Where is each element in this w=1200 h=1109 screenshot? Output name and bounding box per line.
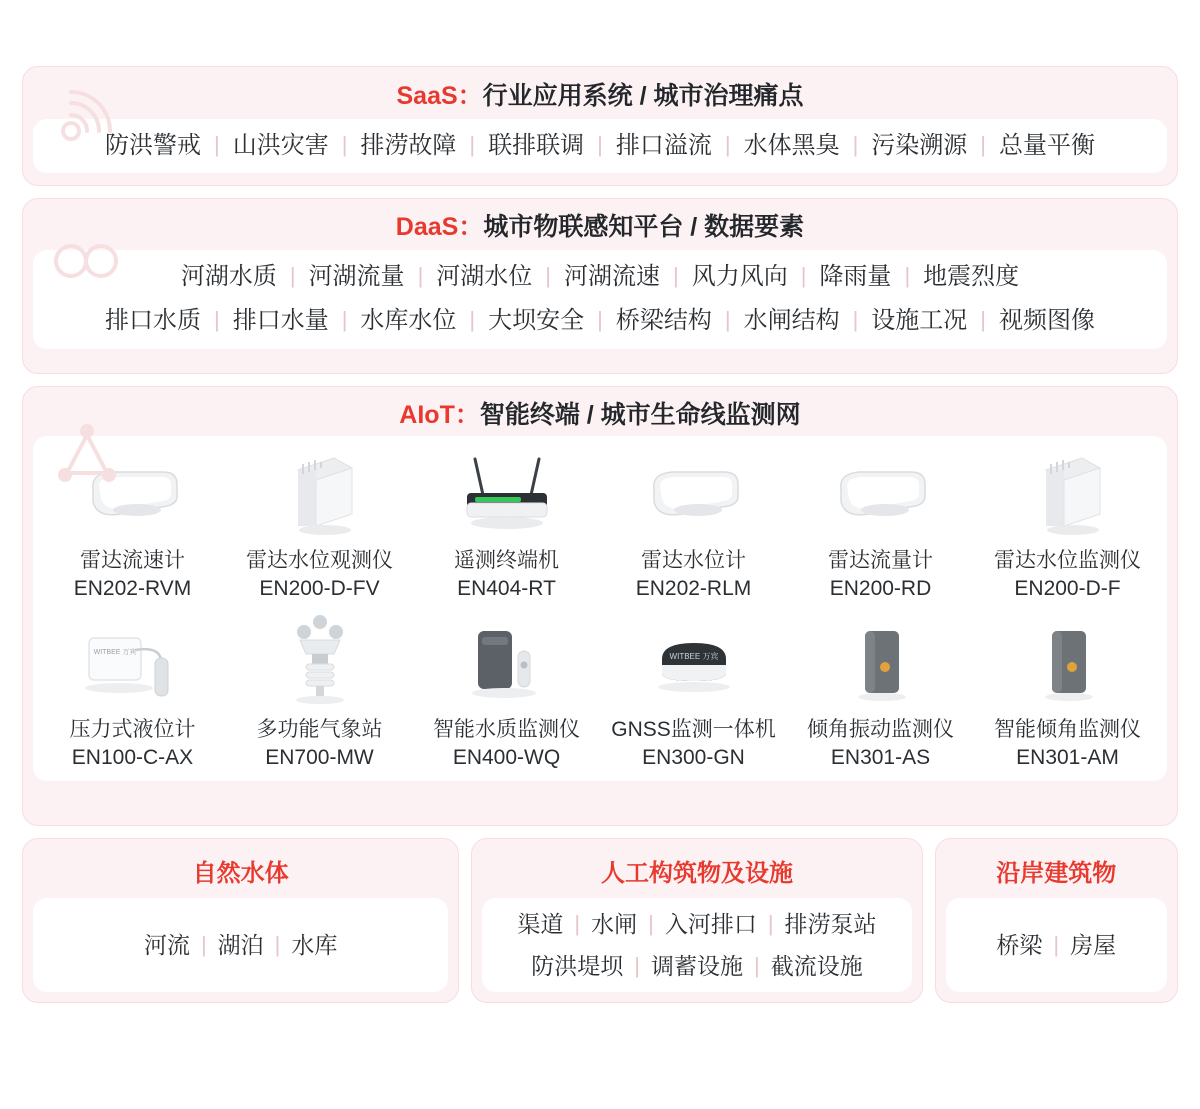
separator: | (800, 263, 807, 289)
daas-item[interactable]: 河湖流量 (308, 263, 405, 290)
device-model: EN202-RLM (635, 577, 752, 601)
natural-water-items (33, 898, 448, 992)
separator: | (852, 132, 859, 158)
artificial-item-row-1 (488, 908, 905, 940)
device-name: 雷达流量计 (828, 549, 933, 572)
artificial-item-row-2 (488, 950, 905, 982)
separator: | (980, 132, 987, 158)
aiot-title-main: 智能终端 / 城市生命线监测网 (479, 401, 801, 429)
daas-item[interactable]: 地震烈度 (923, 263, 1020, 290)
separator: | (469, 306, 476, 332)
separator: | (200, 931, 207, 957)
device-card[interactable] (39, 442, 226, 603)
artificial-structures-items (482, 898, 911, 992)
daas-item[interactable]: 风力风向 (691, 263, 788, 290)
coastal-buildings-title: 沿岸建筑物 (996, 860, 1117, 887)
device-name: 多功能气象站 (256, 717, 383, 741)
artificial-item[interactable]: 排涝泵站 (784, 911, 877, 937)
saas-item[interactable]: 污染溯源 (871, 132, 968, 159)
radar-velocity-sensor-icon (39, 442, 226, 546)
object-layer-row (22, 838, 1178, 1003)
separator: | (648, 910, 654, 936)
device-card[interactable] (413, 611, 600, 772)
separator: | (341, 306, 348, 332)
daas-item[interactable]: 降雨量 (819, 263, 892, 290)
device-model: EN301-AM (1016, 745, 1119, 769)
device-card[interactable] (787, 611, 974, 772)
gnss-monitor-icon (600, 611, 787, 715)
daas-item[interactable]: 设施工况 (871, 306, 968, 334)
separator: | (852, 306, 859, 332)
daas-item[interactable]: 河湖水位 (436, 263, 533, 290)
separator: | (289, 263, 296, 289)
daas-item[interactable]: 大坝安全 (488, 306, 585, 334)
artificial-item[interactable]: 调蓄设施 (650, 953, 743, 980)
svg-text:WITBEE 万宾: WITBEE 万宾 (669, 651, 718, 661)
coastal-buildings-items (946, 898, 1167, 992)
daas-item[interactable]: 排口水量 (232, 306, 329, 334)
device-card[interactable] (600, 611, 787, 772)
smart-tilt-monitor-icon (974, 611, 1161, 715)
device-name: 压力式液位计 (69, 717, 196, 741)
separator: | (753, 952, 760, 978)
device-card[interactable] (39, 611, 226, 772)
natural-water-title: 自然水体 (192, 860, 289, 887)
device-name: 雷达水位监测仪 (994, 549, 1141, 572)
separator: | (767, 910, 774, 936)
artificial-structures-title: 人工构筑物及设施 (600, 860, 793, 887)
separator: | (634, 952, 640, 978)
artificial-item[interactable]: 截流设施 (770, 953, 863, 980)
device-card[interactable] (413, 442, 600, 603)
device-name: 智能水质监测仪 (433, 717, 580, 741)
daas-title-main: 城市物联感知平台 / 数据要素 (483, 213, 805, 241)
saas-item[interactable]: 山洪灾害 (232, 132, 329, 159)
separator: | (341, 132, 348, 158)
artificial-structures-card (471, 838, 922, 1003)
saas-item[interactable]: 排涝故障 (360, 132, 457, 159)
aiot-layer-card (22, 386, 1178, 826)
saas-title (23, 67, 1177, 119)
device-name: 雷达水位观测仪 (246, 549, 393, 572)
daas-items (33, 250, 1167, 349)
separator: | (1053, 931, 1060, 957)
daas-item[interactable]: 河湖水质 (180, 263, 277, 290)
natural-water-item[interactable]: 河流 (143, 932, 190, 959)
device-model: EN202-RVM (73, 577, 192, 601)
separator: | (597, 306, 603, 332)
daas-item[interactable]: 视频图像 (999, 306, 1096, 334)
separator: | (417, 263, 424, 289)
natural-water-item[interactable]: 水库 (291, 932, 338, 959)
separator: | (904, 263, 911, 289)
radar-level-monitor-icon (974, 442, 1161, 546)
separator: | (597, 132, 603, 158)
device-model: EN200-D-FV (259, 577, 380, 601)
daas-item[interactable]: 水闸结构 (743, 306, 840, 334)
device-name: 遥测终端机 (454, 549, 559, 572)
radar-flow-meter-icon (787, 442, 974, 546)
device-model: EN400-WQ (452, 745, 561, 769)
separator: | (213, 132, 220, 158)
aiot-device-grid (33, 436, 1167, 781)
daas-item[interactable]: 排口水质 (104, 306, 201, 334)
tilt-vibration-monitor-icon (787, 611, 974, 715)
coastal-item[interactable]: 房屋 (1070, 932, 1117, 959)
device-model: EN200-RD (829, 577, 932, 601)
artificial-item[interactable]: 渠道 (517, 911, 564, 937)
device-card[interactable] (226, 611, 413, 772)
daas-item[interactable]: 桥梁结构 (615, 306, 712, 334)
coastal-item-row (952, 929, 1161, 961)
water-quality-monitor-icon (413, 611, 600, 715)
natural-water-item[interactable]: 湖泊 (217, 932, 264, 959)
radar-level-observer-icon (226, 442, 413, 546)
daas-item-row-1 (41, 260, 1159, 294)
device-row-2 (39, 611, 1161, 772)
device-row-1 (39, 442, 1161, 603)
separator: | (469, 132, 476, 158)
device-name: 智能倾角监测仪 (994, 717, 1141, 741)
weather-station-icon (226, 611, 413, 715)
separator: | (980, 306, 987, 332)
natural-water-item-row (39, 929, 442, 961)
rtu-router-icon (413, 442, 600, 546)
saas-item[interactable]: 联排联调 (488, 132, 585, 159)
device-card[interactable] (974, 442, 1161, 603)
saas-title-prefix: SaaS： (396, 82, 483, 110)
daas-item[interactable]: 水库水位 (360, 306, 457, 334)
separator: | (724, 306, 731, 332)
saas-item[interactable]: 水体黑臭 (743, 132, 840, 159)
device-model: EN700-MW (265, 745, 374, 769)
saas-layer-card (22, 66, 1178, 186)
device-card[interactable] (226, 442, 413, 603)
device-name: GNSS监测一体机 (611, 717, 776, 741)
saas-item[interactable]: 总量平衡 (999, 132, 1096, 159)
separator: | (545, 263, 551, 289)
device-name: 雷达流速计 (80, 549, 185, 572)
aiot-title-prefix: AIoT： (399, 401, 480, 429)
coastal-item[interactable]: 桥梁 (996, 932, 1043, 959)
device-model: EN301-AS (830, 745, 931, 769)
pressure-level-gauge-icon (39, 611, 226, 715)
daas-title (23, 199, 1177, 250)
device-model: EN100-C-AX (71, 745, 194, 769)
daas-item[interactable]: 河湖流速 (564, 263, 660, 290)
artificial-item[interactable]: 防洪堤坝 (531, 953, 624, 980)
svg-text:WITBEE 万宾: WITBEE 万宾 (93, 648, 136, 656)
daas-item-row-2 (41, 304, 1159, 338)
separator: | (274, 931, 281, 957)
separator: | (574, 910, 581, 936)
device-card[interactable] (787, 442, 974, 603)
device-name: 雷达水位计 (641, 549, 746, 572)
saas-item[interactable]: 排口溢流 (615, 132, 712, 159)
separator: | (213, 306, 220, 332)
device-card[interactable] (974, 611, 1161, 772)
natural-water-card (22, 838, 459, 1003)
device-model: EN300-GN (642, 745, 745, 769)
saas-items (33, 119, 1167, 173)
device-name: 倾角振动监测仪 (807, 717, 954, 741)
artificial-item[interactable]: 入河排口 (664, 911, 757, 937)
device-card[interactable] (600, 442, 787, 603)
device-model: EN200-D-F (1014, 577, 1121, 601)
saas-item[interactable]: 防洪警戒 (104, 132, 201, 159)
artificial-item[interactable]: 水闸 (591, 911, 638, 937)
device-model: EN404-RT (457, 577, 556, 601)
aiot-title (23, 387, 1177, 436)
radar-level-meter-icon (600, 442, 787, 546)
coastal-buildings-card (935, 838, 1178, 1003)
separator: | (724, 132, 731, 158)
saas-item-row (41, 129, 1159, 163)
daas-title-prefix: DaaS： (395, 213, 484, 241)
saas-title-main: 行业应用系统 / 城市治理痛点 (482, 82, 804, 110)
separator: | (673, 263, 679, 289)
daas-layer-card (22, 198, 1178, 374)
